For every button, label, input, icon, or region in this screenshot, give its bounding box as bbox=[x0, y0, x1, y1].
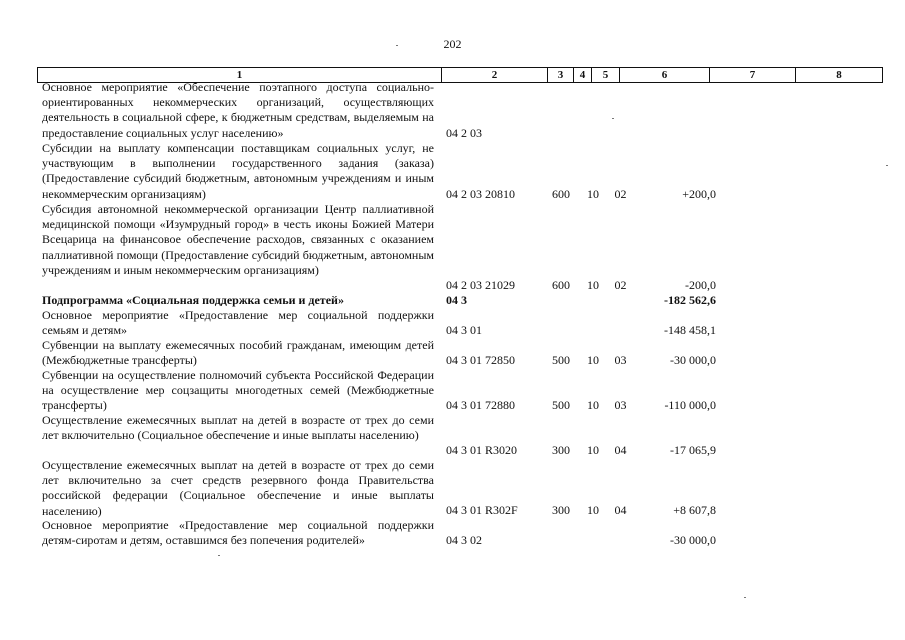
column-header-8: 8 bbox=[796, 68, 883, 83]
row-code: 04 2 03 20810 bbox=[446, 187, 515, 201]
row-vr: 300 bbox=[552, 503, 570, 517]
row-sum: +200,0 bbox=[682, 187, 716, 201]
row-pr: 04 bbox=[614, 443, 627, 457]
row-pr: 02 bbox=[614, 278, 627, 292]
row-name: Осуществление ежемесячных выплат на детей в возрасте от трех до семи лет включительно (Социальное обеспечение и иные выплаты населению) bbox=[42, 413, 434, 443]
row-name: Основное мероприятие «Обеспечение поэтапного доступа социально-ориентированных некоммерческих организаций, осуществляющих деятельность в социальной сфере, к бюджетным средствам, выделяемым на предоставление социальных услуг населению» bbox=[42, 80, 434, 140]
page-number: 202 bbox=[443, 37, 462, 51]
row-rz: 10 bbox=[587, 398, 599, 412]
row-rz: 10 bbox=[587, 443, 599, 457]
row-name: Субсидия автономной некоммерческой организации Центр паллиативной медицинской помощи «Изумрудный город» в честь иконы Божией Матери Всецарица на финансовое обеспечение расходов, связанных с оказанием паллиативной помощи (Предоставление субсидий бюджетным, автономным учреждениям и иным некоммерческим организациям) bbox=[42, 202, 434, 277]
row-rz: 10 bbox=[587, 187, 599, 201]
column-header-5: 5 bbox=[592, 68, 620, 83]
row-code: 04 3 01 R3020 bbox=[446, 443, 518, 457]
scan-speck bbox=[612, 118, 614, 119]
scan-speck bbox=[218, 555, 220, 556]
row-sum: -200,0 bbox=[685, 278, 716, 292]
row-pr: 03 bbox=[614, 398, 627, 412]
row-code: 04 3 01 72880 bbox=[446, 398, 515, 412]
row-code: 04 3 bbox=[446, 293, 467, 307]
row-sum: -182 562,6 bbox=[664, 293, 716, 307]
row-sum: -30 000,0 bbox=[670, 533, 716, 547]
row-name: Субсидии на выплату компенсации поставщикам социальных услуг, не участвующим в выполнении государственного задания (заказа) (Предоставление субсидий бюджетным, автономным учреждениям и иным некоммерческим организациям) bbox=[42, 141, 434, 201]
row-vr: 500 bbox=[552, 398, 570, 412]
scan-speck bbox=[396, 45, 398, 46]
row-pr: 03 bbox=[614, 353, 627, 367]
row-name: Основное мероприятие «Предоставление мер социальной поддержки детям-сиротам и детям, оставшимся без попечения родителей» bbox=[42, 518, 434, 548]
row-pr: 02 bbox=[614, 187, 627, 201]
row-code: 04 3 01 bbox=[446, 323, 482, 337]
row-name: Субвенции на осуществление полномочий субъекта Российской Федерации на осуществление мер соцзащиты многодетных семей (Межбюджетные трансферты) bbox=[42, 368, 434, 413]
row-code: 04 3 01 72850 bbox=[446, 353, 515, 367]
row-sum: -148 458,1 bbox=[664, 323, 716, 337]
scan-speck bbox=[744, 597, 746, 598]
row-sum: -110 000,0 bbox=[664, 398, 716, 412]
row-name: Осуществление ежемесячных выплат на детей в возрасте от трех до семи лет включительно за счет средств резервного фонда Правительства российской федерации (Социальное обеспечение и иные выплаты населению) bbox=[42, 458, 434, 518]
row-rz: 10 bbox=[587, 353, 599, 367]
row-sum: -30 000,0 bbox=[670, 353, 716, 367]
row-code: 04 3 01 R302F bbox=[446, 503, 518, 517]
row-vr: 600 bbox=[552, 187, 570, 201]
column-header-7: 7 bbox=[710, 68, 796, 83]
row-name: Подпрограмма «Социальная поддержка семьи и детей» bbox=[42, 293, 344, 307]
row-vr: 600 bbox=[552, 278, 570, 292]
column-header-3: 3 bbox=[548, 68, 574, 83]
column-header-4: 4 bbox=[574, 68, 592, 83]
row-code: 04 2 03 21029 bbox=[446, 278, 515, 292]
row-name: Субвенции на выплату ежемесячных пособий гражданам, имеющим детей (Межбюджетные трансферты) bbox=[42, 338, 434, 368]
row-rz: 10 bbox=[587, 278, 599, 292]
row-name: Основное мероприятие «Предоставление мер социальной поддержки семьям и детям» bbox=[42, 308, 434, 338]
column-header-2: 2 bbox=[442, 68, 548, 83]
row-vr: 500 bbox=[552, 353, 570, 367]
row-rz: 10 bbox=[587, 503, 599, 517]
column-header-1: 1 bbox=[38, 68, 442, 83]
scan-speck bbox=[886, 165, 888, 166]
row-sum: +8 607,8 bbox=[673, 503, 716, 517]
row-sum: -17 065,9 bbox=[670, 443, 716, 457]
row-code: 04 2 03 bbox=[446, 126, 482, 140]
row-pr: 04 bbox=[614, 503, 627, 517]
row-vr: 300 bbox=[552, 443, 570, 457]
column-header-6: 6 bbox=[620, 68, 710, 83]
row-code: 04 3 02 bbox=[446, 533, 482, 547]
